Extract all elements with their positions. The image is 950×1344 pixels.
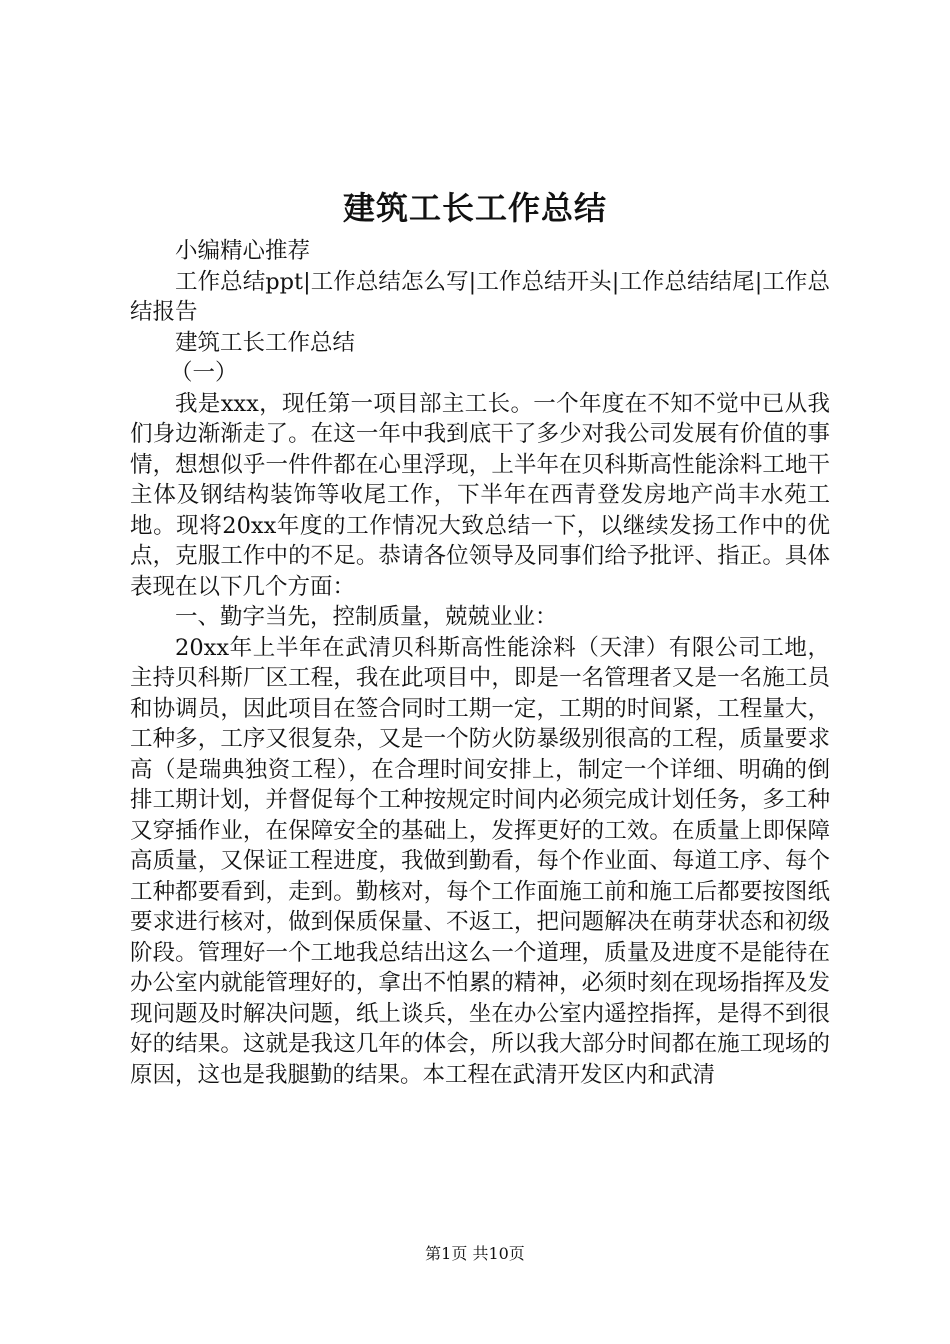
- paragraph-intro: 我是xxx，现任第一项目部主工长。一个年度在不知不觉中已从我们身边渐渐走了。在这一年中我到底干了多少对我公司发展有价值的事情，想想似乎一件件都在心里浮现，上半年在贝科斯高性能涂料工地干主体及钢结构装饰等收尾工作，下半年在西青登发房地产尚丰水苑工地。现将20xx年度的工作情况大致总结一下，以继续发扬工作中的优点，克服工作中的不足。恭请各位领导及同事们给予批评、指正。具体表现在以下几个方面：: [130, 390, 830, 600]
- paragraph-body: 20xx年上半年在武清贝科斯高性能涂料（天津）有限公司工地，主持贝科斯厂区工程，我在此项目中，即是一名管理者又是一名施工员和协调员，因此项目在签合同时工期一定，工期的时间紧，工程量大，工种多，工序又很复杂，又是一个防火防暴级别很高的工程，质量要求高（是瑞典独资工程），在合理时间安排上，制定一个详细、明确的倒排工期计划，并督促每个工种按规定时间内必须完成计划任务，多工种又穿插作业，在保障安全的基础上，发挥更好的工效。在质量上即保障高质量，又保证工程进度，我做到勤看，每个作业面、每道工序、每个工种都要看到，走到。勤核对，每个工作面施工前和施工后都要按图纸要求进行核对，做到保质保量、不返工，把问题解决在萌芽状态和初级阶段。管理好一个工地我总结出这么一个道理，质量及进度不是能待在办公室内就能管理好的，拿出不怕累的精神，必须时刻在现场指挥及发现问题及时解决问题，纸上谈兵，坐在办公室内遥控指挥，是得不到很好的结果。这就是我这几年的体会，所以我大部分时间都在施工现场的原因，这也是我腿勤的结果。本工程在武清开发区内和武清: [130, 634, 830, 1088]
- document-body: [130, 236, 830, 1090]
- related-links: 工作总结ppt|工作总结怎么写|工作总结开头|工作总结结尾|工作总结报告: [130, 268, 830, 325]
- section-heading-1: 一、勤字当先，控制质量，兢兢业业：: [175, 604, 558, 630]
- recommend-line: 小编精心推荐: [175, 238, 311, 264]
- page-footer: 第1页 共10页: [425, 1244, 525, 1263]
- document-subtitle: 建筑工长工作总结: [175, 329, 356, 356]
- section-number: （一）: [170, 360, 238, 386]
- document-title: 建筑工长工作总结: [342, 189, 607, 227]
